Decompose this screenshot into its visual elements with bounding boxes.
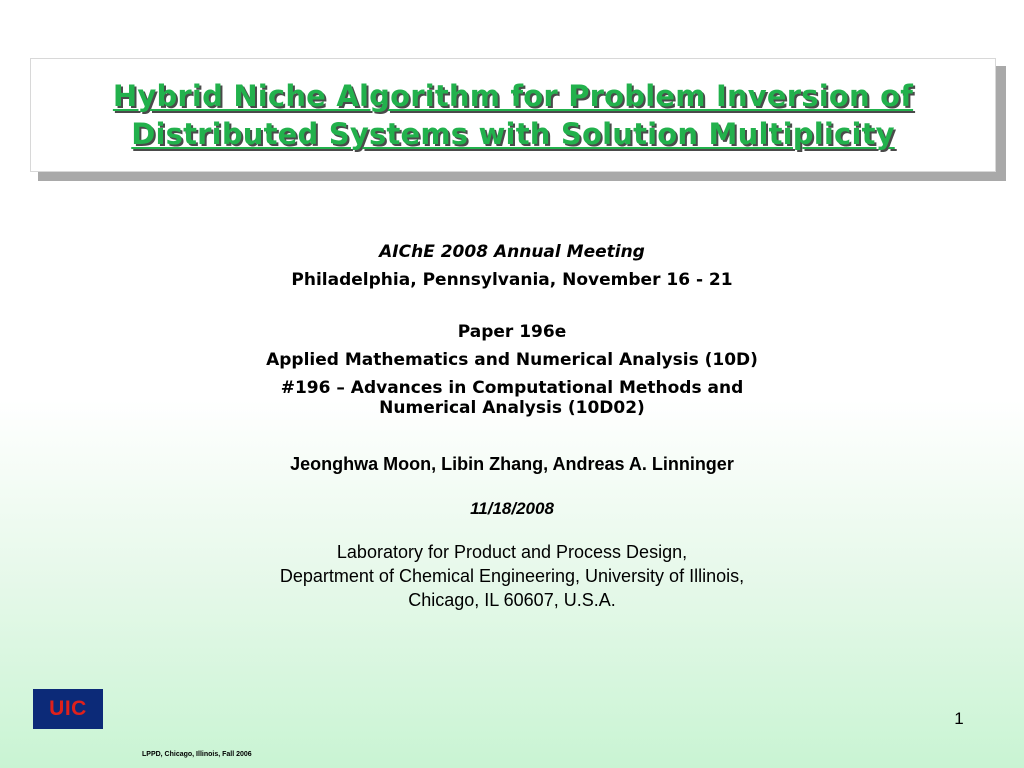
slide-title [113, 77, 913, 153]
page-number: 1 [954, 709, 964, 728]
affiliation-line-1: Laboratory for Product and Process Design, [336, 542, 688, 562]
meeting-location: Philadelphia, Pennsylvania, November 16 - 21 [291, 270, 733, 290]
uic-logo-text: UIC [49, 697, 87, 720]
affiliation [0, 540, 1024, 612]
slide-title-line-2: Distributed Systems with Solution Multiplicity [131, 117, 895, 151]
paper-session-line-1: #196 – Advances in Computational Methods and [280, 378, 744, 398]
meeting-info [0, 238, 1024, 294]
paper-session-line-2: Numerical Analysis (10D02) [379, 398, 645, 418]
paper-info [0, 318, 1024, 418]
affiliation-line-3: Chicago, IL 60607, U.S.A. [408, 590, 616, 610]
paper-number: Paper 196e [457, 322, 567, 342]
uic-logo [33, 689, 103, 729]
presentation-date: 11/18/2008 [470, 499, 554, 518]
footer-note: LPPD, Chicago, Illinois, Fall 2006 [142, 751, 252, 758]
slide-title-line-1: Hybrid Niche Algorithm for Problem Inversion of [112, 79, 914, 113]
title-box [30, 58, 996, 172]
paper-area: Applied Mathematics and Numerical Analysis (10D) [266, 350, 758, 370]
meeting-name: AIChE 2008 Annual Meeting [379, 242, 645, 262]
authors: Jeonghwa Moon, Libin Zhang, Andreas A. Linninger [290, 454, 734, 474]
affiliation-line-2: Department of Chemical Engineering, University of Illinois, [279, 566, 745, 586]
